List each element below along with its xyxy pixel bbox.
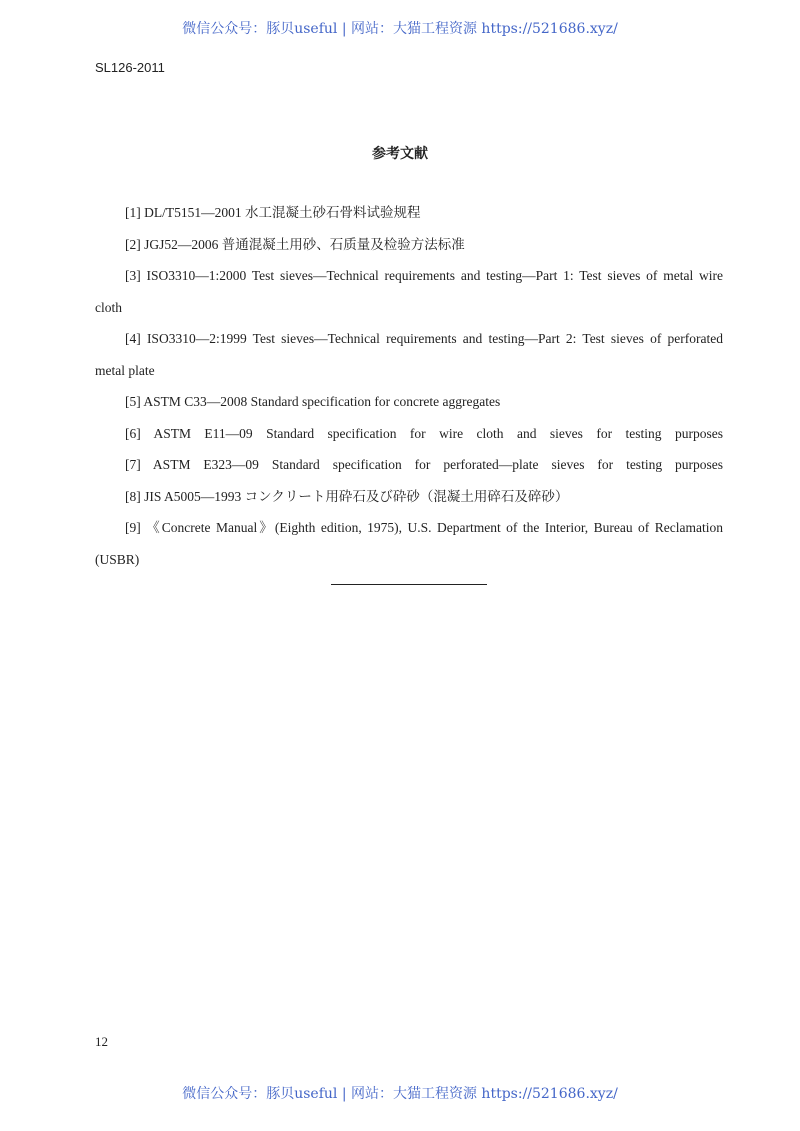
- reference-item: [2] JGJ52—2006 普通混凝土用砂、石质量及检验方法标准: [125, 236, 465, 252]
- section-title: 参考文献: [372, 146, 428, 162]
- reference-item: [4] ISO3310—2:1999 Test sieves—Technical requirements and testing—Part 2: Test sieves of perforated metal plate: [95, 331, 723, 378]
- page-number: 12: [95, 1034, 108, 1049]
- reference-item: [6] ASTM E11—09 Standard specification for wire cloth and sieves for testing purposes: [125, 425, 723, 441]
- reference-item: [3] ISO3310—1:2000 Test sieves—Technical requirements and testing—Part 1: Test sieves of metal wire cloth: [95, 268, 723, 315]
- reference-list: [95, 197, 723, 575]
- end-rule-divider: [331, 584, 487, 585]
- document-code: SL126-2011: [95, 60, 165, 75]
- reference-item: [5] ASTM C33—2008 Standard specification for concrete aggregates: [125, 394, 501, 409]
- watermark-top: 微信公众号：豚贝useful | 网站：大猫工程资源 https://521686.xyz/: [182, 21, 618, 37]
- watermark-bottom: 微信公众号：豚贝useful | 网站：大猫工程资源 https://521686.xyz/: [182, 1086, 618, 1102]
- reference-item: [7] ASTM E323—09 Standard specification for perforated—plate sieves for testing purposes: [125, 457, 723, 472]
- reference-item: [8] JIS A5005—1993 コンクリート用砕石及び砕砂（混凝土用碎石及碎砂）: [125, 488, 569, 504]
- reference-item: [9] 《Concrete Manual》(Eighth edition, 1975), U.S. Department of the Interior, Bureau of Reclamation (USBR): [95, 520, 723, 567]
- reference-item: [1] DL/T5151—2001 水工混凝土砂石骨料试验规程: [125, 205, 421, 220]
